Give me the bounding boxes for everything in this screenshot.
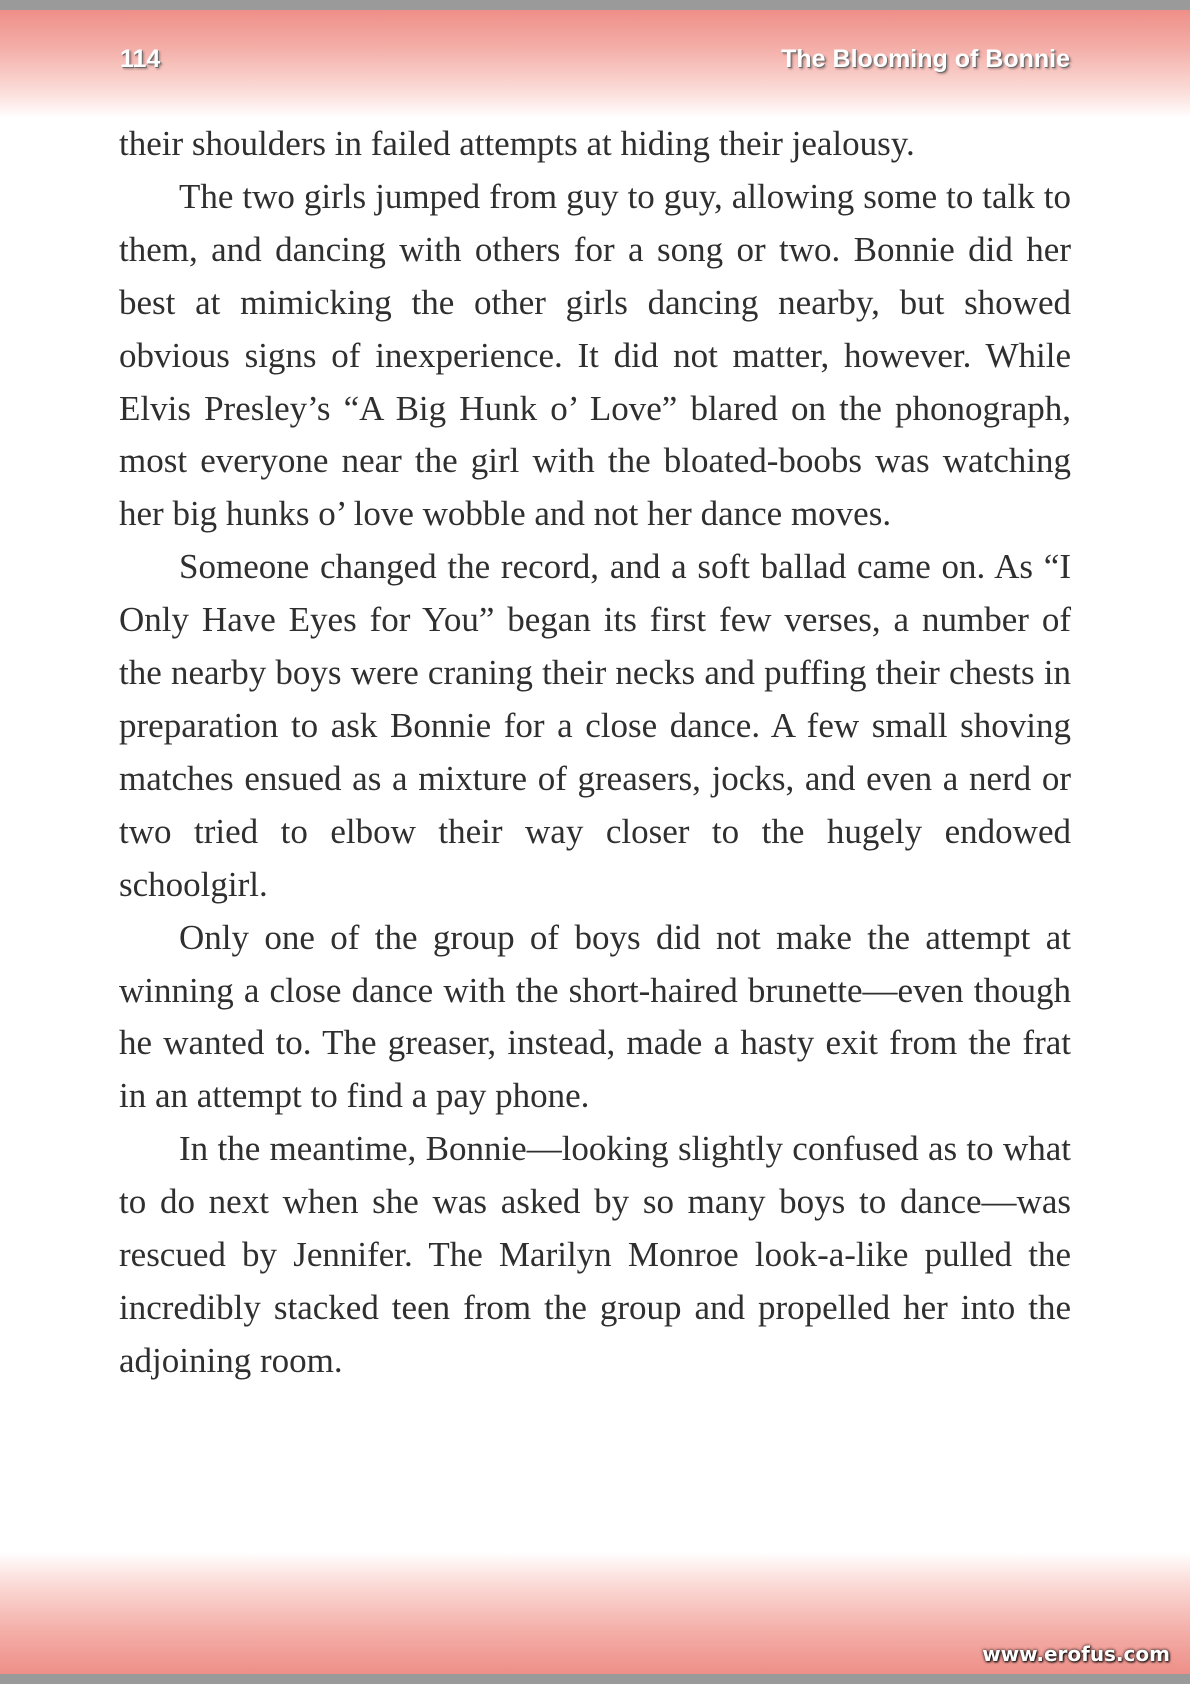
paragraph-continuation: their shoulders in failed attempts at hiding their jealousy.: [119, 124, 915, 163]
page-header: [0, 10, 1190, 118]
bottom-border: [0, 1674, 1190, 1684]
running-title: The Blooming of Bonnie: [781, 45, 1070, 73]
paragraph-ballad: Someone changed the record, and a soft ballad came on. As “I Only Have Eyes for You” began its first few verses, a number of the nearby boys were craning their necks and puffing their chests in preparation to ask Bonnie for a close dance. A few small shoving matches ensued as a mixture of greasers, jocks, and even a nerd or two tried to elbow their way closer to the hugely endowed schoolgirl.: [119, 547, 1071, 904]
paragraph-rescue: In the meantime, Bonnie—looking slightly confused as to what to do next when she was asked by so many boys to dance—was rescued by Jennifer. The Marilyn Monroe look-a-like pulled the incredibly stacked teen from the group and propelled her into the adjoining room.: [119, 1129, 1071, 1380]
paragraph-greaser: Only one of the group of boys did not make the attempt at winning a close dance with the short-haired brunette—even though he wanted to. The greaser, instead, made a hasty exit from the frat in an attempt to find a pay phone.: [119, 917, 1071, 1116]
top-border: [0, 0, 1190, 10]
paragraph-dancing: The two girls jumped from guy to guy, allowing some to talk to them, and dancing with others for a song or two. Bonnie did her best at mimicking the other girls dancing nearby, but showed obvious signs of inexperience. It did not matter, however. While Elvis Presley’s “A Big Hunk o’ Love” blared on the phonograph, most everyone near the girl with the bloated-boobs was watching her big hunks o’ love wobble and not her dance moves.: [119, 176, 1071, 534]
page-number: 114: [120, 45, 161, 73]
watermark: www.erofus.com: [982, 1642, 1170, 1666]
body-text: [119, 118, 1071, 1388]
